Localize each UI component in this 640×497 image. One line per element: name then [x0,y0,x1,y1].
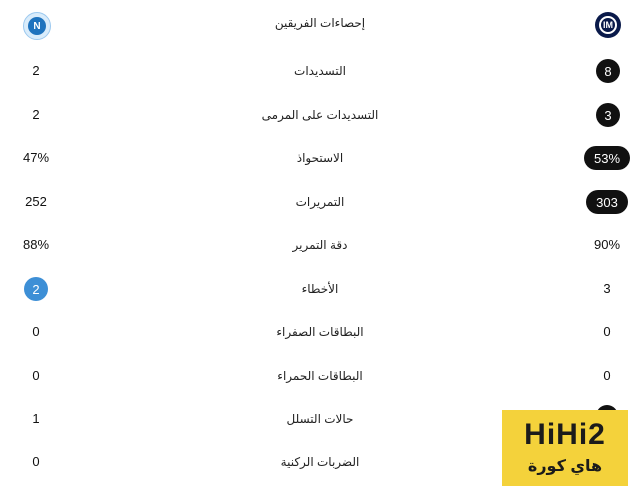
left-value: 0 [32,324,40,339]
right-value-highlight: 303 [586,190,628,214]
stat-row-possession [0,143,640,173]
left-value: 47% [22,150,50,165]
left-value: 88% [22,237,50,252]
watermark-title: HiHi2 [524,418,606,451]
stat-row-shots [0,56,640,86]
right-value: 90% [593,237,621,252]
left-value: 0 [32,368,40,383]
stat-row-shots-on-target [0,100,640,130]
right-value-highlight: 8 [596,59,620,83]
stat-row-red-cards [0,361,640,391]
stat-row-pass-accuracy [0,230,640,260]
hihi2-watermark-logo [502,410,628,486]
stat-row-passes [0,187,640,217]
right-value: 3 [603,281,611,296]
stat-row-fouls [0,274,640,304]
stat-label: التمريرات [295,195,345,209]
right-value-highlight: 53% [584,146,630,170]
watermark-subtitle: هاي كورة [527,458,603,475]
right-value: 0 [603,368,611,383]
left-value: 2 [32,107,40,122]
left-value: 0 [32,454,40,469]
stat-row-yellow-cards [0,317,640,347]
stats-header [0,0,640,50]
stat-label: التسديدات على المرمى [261,108,379,122]
stat-label: البطاقات الحمراء [277,369,363,383]
stat-label: التسديدات [294,64,346,78]
left-value-highlight: 2 [24,277,48,301]
stats-title: إحصاءات الفريقين [274,16,366,30]
inter-crest-icon: IM [595,12,621,38]
right-value: 0 [603,324,611,339]
stat-label: الضربات الركنية [280,455,360,469]
stat-label: دقة التمرير [292,238,348,252]
right-value-highlight: 3 [596,103,620,127]
stat-label: الأخطاء [301,282,339,296]
left-value: 252 [25,194,47,209]
left-value: 2 [32,63,40,78]
left-value: 1 [32,411,40,426]
stat-label: البطاقات الصفراء [276,325,364,339]
stat-label: الاستحواذ [296,151,344,165]
napoli-crest-icon: N [23,12,51,40]
stat-label: حالات التسلل [286,412,354,426]
